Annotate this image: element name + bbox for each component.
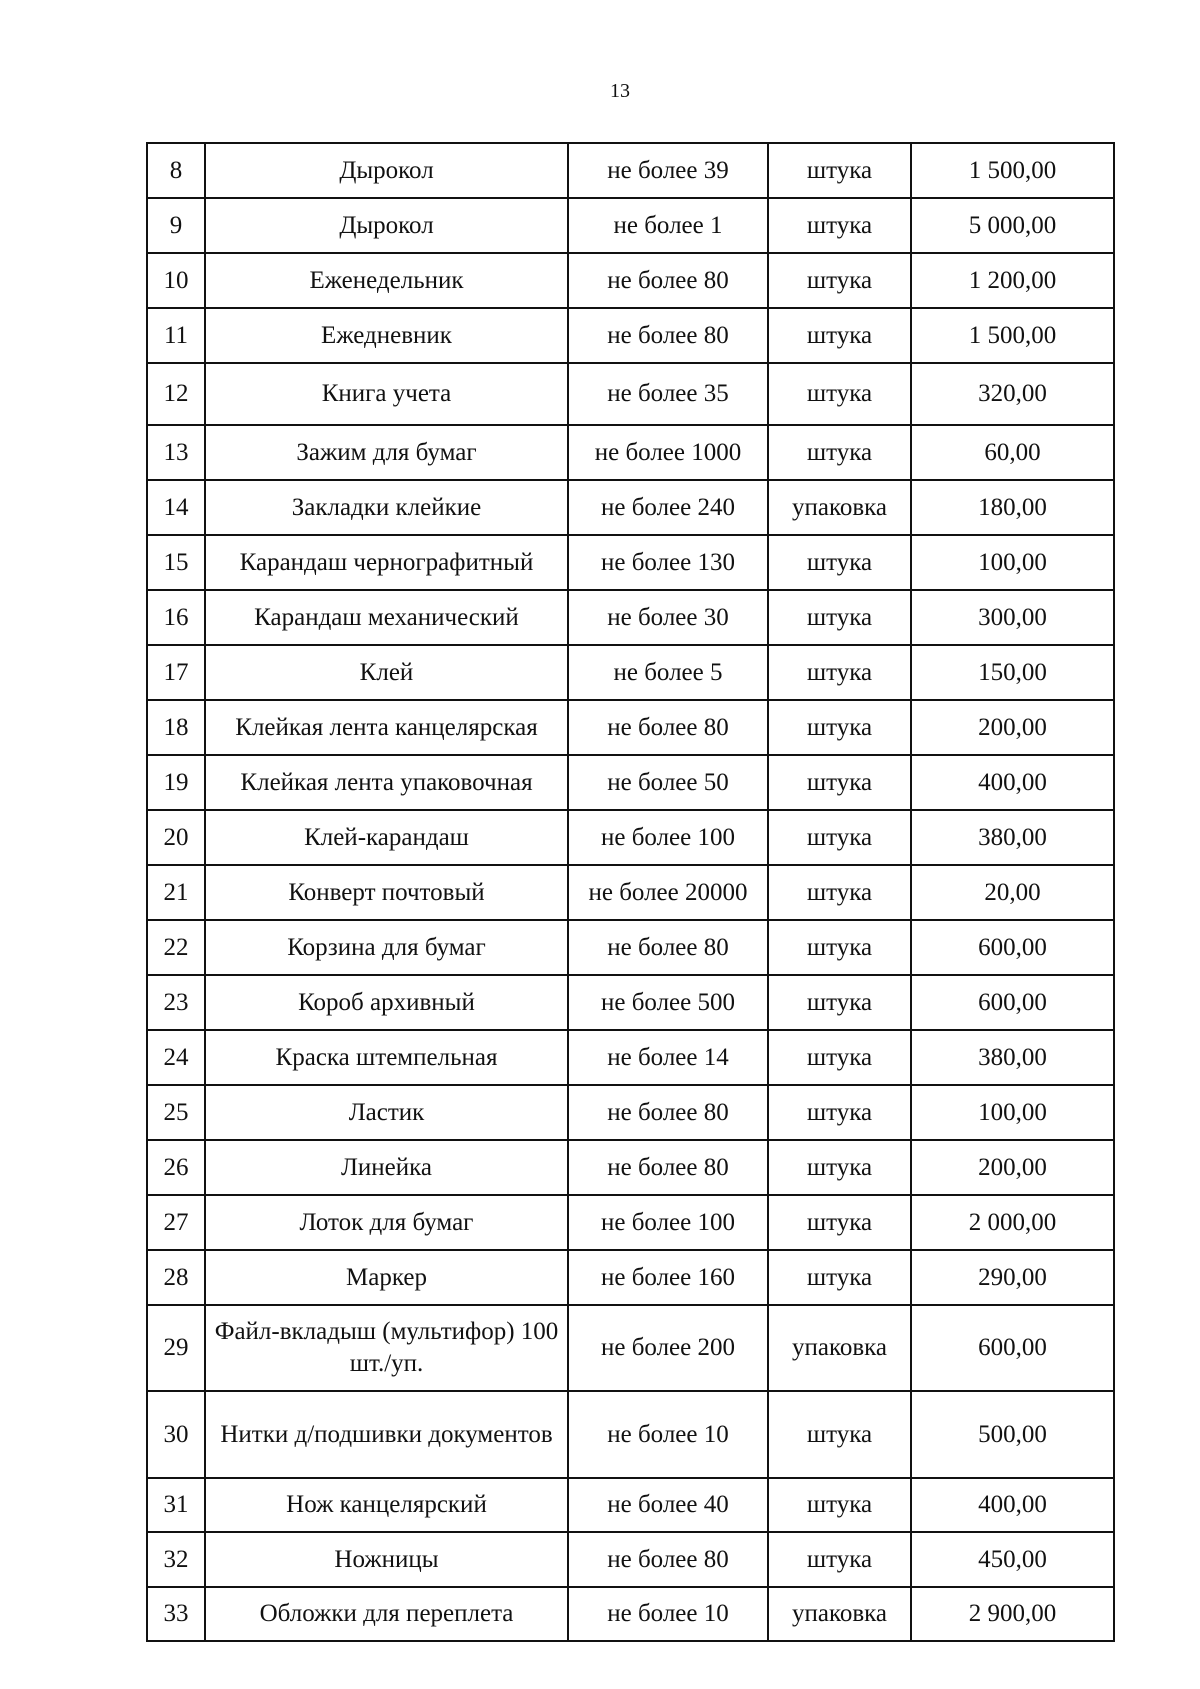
item-unit: штука bbox=[768, 1250, 911, 1305]
item-quantity: не более 10 bbox=[568, 1391, 768, 1478]
row-number: 29 bbox=[147, 1305, 205, 1391]
item-unit: штука bbox=[768, 308, 911, 363]
table-row bbox=[147, 975, 1114, 1030]
item-price: 300,00 bbox=[911, 590, 1114, 645]
item-quantity: не более 200 bbox=[568, 1305, 768, 1391]
item-quantity: не более 50 bbox=[568, 755, 768, 810]
table-row bbox=[147, 1140, 1114, 1195]
item-price: 100,00 bbox=[911, 1085, 1114, 1140]
item-unit: штука bbox=[768, 865, 911, 920]
item-unit: штука bbox=[768, 920, 911, 975]
table-row bbox=[147, 143, 1114, 198]
item-quantity: не более 1000 bbox=[568, 425, 768, 480]
item-price: 500,00 bbox=[911, 1391, 1114, 1478]
table-row bbox=[147, 253, 1114, 308]
item-name: Дырокол bbox=[205, 143, 568, 198]
item-name: Конверт почтовый bbox=[205, 865, 568, 920]
items-table-body bbox=[147, 143, 1114, 1641]
table-row bbox=[147, 1532, 1114, 1587]
item-name: Корзина для бумаг bbox=[205, 920, 568, 975]
row-number: 32 bbox=[147, 1532, 205, 1587]
item-name: Карандаш чернографитный bbox=[205, 535, 568, 590]
table-row bbox=[147, 308, 1114, 363]
item-name: Лоток для бумаг bbox=[205, 1195, 568, 1250]
table-row bbox=[147, 700, 1114, 755]
table-row bbox=[147, 1305, 1114, 1391]
item-name: Короб архивный bbox=[205, 975, 568, 1030]
item-quantity: не более 39 bbox=[568, 143, 768, 198]
item-quantity: не более 100 bbox=[568, 810, 768, 865]
item-unit: штука bbox=[768, 1030, 911, 1085]
item-price: 20,00 bbox=[911, 865, 1114, 920]
row-number: 30 bbox=[147, 1391, 205, 1478]
item-unit: штука bbox=[768, 425, 911, 480]
item-price: 600,00 bbox=[911, 1305, 1114, 1391]
item-quantity: не более 130 bbox=[568, 535, 768, 590]
row-number: 12 bbox=[147, 363, 205, 425]
item-price: 2 900,00 bbox=[911, 1587, 1114, 1641]
item-quantity: не более 10 bbox=[568, 1587, 768, 1641]
item-unit: штука bbox=[768, 810, 911, 865]
item-quantity: не более 80 bbox=[568, 1532, 768, 1587]
item-unit: штука bbox=[768, 590, 911, 645]
item-unit: штука bbox=[768, 253, 911, 308]
table-row bbox=[147, 1587, 1114, 1641]
item-price: 1 500,00 bbox=[911, 143, 1114, 198]
item-unit: штука bbox=[768, 1140, 911, 1195]
item-name: Карандаш механический bbox=[205, 590, 568, 645]
item-unit: штука bbox=[768, 1195, 911, 1250]
table-row bbox=[147, 920, 1114, 975]
table-row bbox=[147, 1478, 1114, 1532]
table-row bbox=[147, 645, 1114, 700]
row-number: 33 bbox=[147, 1587, 205, 1641]
row-number: 19 bbox=[147, 755, 205, 810]
item-name: Клейкая лента канцелярская bbox=[205, 700, 568, 755]
item-name: Ластик bbox=[205, 1085, 568, 1140]
table-row bbox=[147, 425, 1114, 480]
item-name: Клей-карандаш bbox=[205, 810, 568, 865]
item-quantity: не более 240 bbox=[568, 480, 768, 535]
row-number: 16 bbox=[147, 590, 205, 645]
item-name: Файл-вкладыш (мультифор) 100 шт./уп. bbox=[205, 1305, 568, 1391]
item-quantity: не более 35 bbox=[568, 363, 768, 425]
row-number: 28 bbox=[147, 1250, 205, 1305]
item-quantity: не более 80 bbox=[568, 1085, 768, 1140]
item-price: 400,00 bbox=[911, 755, 1114, 810]
item-price: 380,00 bbox=[911, 1030, 1114, 1085]
row-number: 11 bbox=[147, 308, 205, 363]
item-name: Обложки для переплета bbox=[205, 1587, 568, 1641]
item-name: Ножницы bbox=[205, 1532, 568, 1587]
item-price: 400,00 bbox=[911, 1478, 1114, 1532]
item-quantity: не более 500 bbox=[568, 975, 768, 1030]
item-price: 450,00 bbox=[911, 1532, 1114, 1587]
item-price: 150,00 bbox=[911, 645, 1114, 700]
item-name: Нитки д/подшивки документов bbox=[205, 1391, 568, 1478]
table-row bbox=[147, 1030, 1114, 1085]
item-unit: штука bbox=[768, 143, 911, 198]
table-row bbox=[147, 755, 1114, 810]
item-quantity: не более 20000 bbox=[568, 865, 768, 920]
item-unit: штука bbox=[768, 645, 911, 700]
row-number: 27 bbox=[147, 1195, 205, 1250]
item-unit: штука bbox=[768, 975, 911, 1030]
table-row bbox=[147, 1391, 1114, 1478]
row-number: 8 bbox=[147, 143, 205, 198]
item-unit: штука bbox=[768, 700, 911, 755]
item-price: 200,00 bbox=[911, 700, 1114, 755]
item-name: Ежедневник bbox=[205, 308, 568, 363]
item-price: 600,00 bbox=[911, 920, 1114, 975]
item-quantity: не более 1 bbox=[568, 198, 768, 253]
item-quantity: не более 80 bbox=[568, 920, 768, 975]
row-number: 24 bbox=[147, 1030, 205, 1085]
row-number: 9 bbox=[147, 198, 205, 253]
item-name: Клей bbox=[205, 645, 568, 700]
item-price: 60,00 bbox=[911, 425, 1114, 480]
item-quantity: не более 80 bbox=[568, 1140, 768, 1195]
row-number: 18 bbox=[147, 700, 205, 755]
table-row bbox=[147, 535, 1114, 590]
item-name: Краска штемпельная bbox=[205, 1030, 568, 1085]
item-price: 1 500,00 bbox=[911, 308, 1114, 363]
row-number: 15 bbox=[147, 535, 205, 590]
item-price: 180,00 bbox=[911, 480, 1114, 535]
item-price: 2 000,00 bbox=[911, 1195, 1114, 1250]
item-unit: штука bbox=[768, 1391, 911, 1478]
row-number: 26 bbox=[147, 1140, 205, 1195]
item-quantity: не более 80 bbox=[568, 253, 768, 308]
item-unit: штука bbox=[768, 363, 911, 425]
item-unit: штука bbox=[768, 755, 911, 810]
item-quantity: не более 80 bbox=[568, 700, 768, 755]
item-unit: упаковка bbox=[768, 480, 911, 535]
item-name: Линейка bbox=[205, 1140, 568, 1195]
item-price: 200,00 bbox=[911, 1140, 1114, 1195]
item-unit: штука bbox=[768, 1532, 911, 1587]
row-number: 31 bbox=[147, 1478, 205, 1532]
item-unit: упаковка bbox=[768, 1305, 911, 1391]
table-row bbox=[147, 810, 1114, 865]
item-price: 600,00 bbox=[911, 975, 1114, 1030]
row-number: 10 bbox=[147, 253, 205, 308]
table-row bbox=[147, 1250, 1114, 1305]
item-quantity: не более 80 bbox=[568, 308, 768, 363]
items-table bbox=[146, 142, 1115, 1642]
item-price: 320,00 bbox=[911, 363, 1114, 425]
item-price: 290,00 bbox=[911, 1250, 1114, 1305]
row-number: 13 bbox=[147, 425, 205, 480]
item-quantity: не более 100 bbox=[568, 1195, 768, 1250]
item-price: 100,00 bbox=[911, 535, 1114, 590]
table-row bbox=[147, 198, 1114, 253]
item-name: Зажим для бумаг bbox=[205, 425, 568, 480]
item-price: 1 200,00 bbox=[911, 253, 1114, 308]
item-price: 5 000,00 bbox=[911, 198, 1114, 253]
table-row bbox=[147, 1195, 1114, 1250]
row-number: 23 bbox=[147, 975, 205, 1030]
row-number: 25 bbox=[147, 1085, 205, 1140]
item-name: Нож канцелярский bbox=[205, 1478, 568, 1532]
item-name: Закладки клейкие bbox=[205, 480, 568, 535]
item-quantity: не более 14 bbox=[568, 1030, 768, 1085]
item-quantity: не более 5 bbox=[568, 645, 768, 700]
table-row bbox=[147, 590, 1114, 645]
item-quantity: не более 160 bbox=[568, 1250, 768, 1305]
item-unit: штука bbox=[768, 535, 911, 590]
item-unit: штука bbox=[768, 1478, 911, 1532]
row-number: 20 bbox=[147, 810, 205, 865]
item-name: Маркер bbox=[205, 1250, 568, 1305]
page-number: 13 bbox=[610, 80, 630, 102]
table-row bbox=[147, 480, 1114, 535]
row-number: 14 bbox=[147, 480, 205, 535]
table-row bbox=[147, 363, 1114, 425]
item-name: Клейкая лента упаковочная bbox=[205, 755, 568, 810]
item-name: Еженедельник bbox=[205, 253, 568, 308]
item-name: Дырокол bbox=[205, 198, 568, 253]
item-quantity: не более 40 bbox=[568, 1478, 768, 1532]
table-row bbox=[147, 1085, 1114, 1140]
item-unit: упаковка bbox=[768, 1587, 911, 1641]
item-price: 380,00 bbox=[911, 810, 1114, 865]
row-number: 22 bbox=[147, 920, 205, 975]
item-quantity: не более 30 bbox=[568, 590, 768, 645]
item-unit: штука bbox=[768, 1085, 911, 1140]
row-number: 21 bbox=[147, 865, 205, 920]
row-number: 17 bbox=[147, 645, 205, 700]
item-name: Книга учета bbox=[205, 363, 568, 425]
item-unit: штука bbox=[768, 198, 911, 253]
table-row bbox=[147, 865, 1114, 920]
